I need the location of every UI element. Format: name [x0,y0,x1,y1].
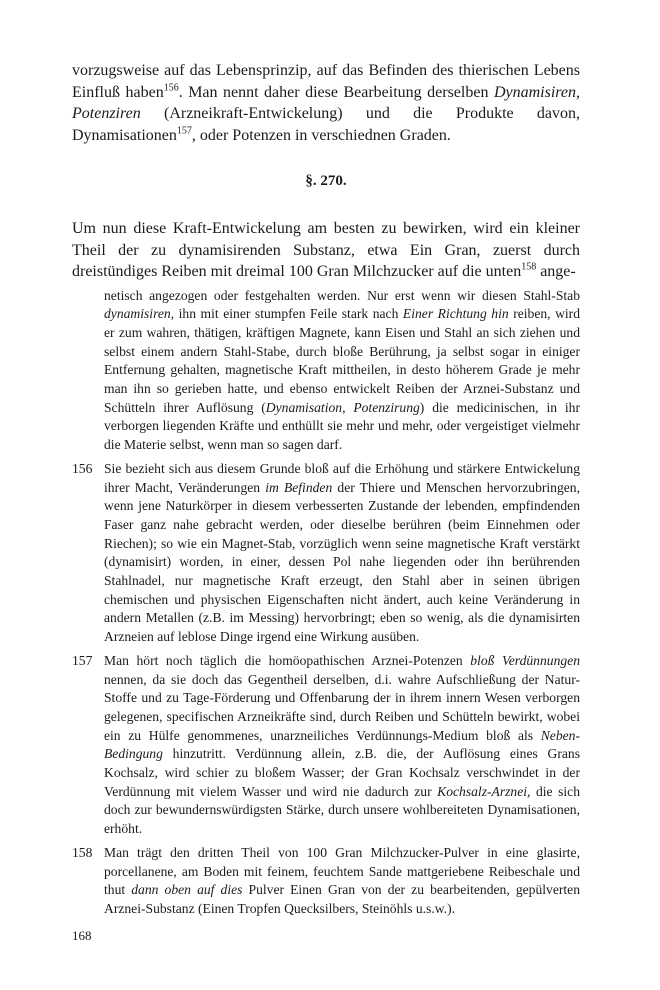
emphasis: Kochsalz-Arznei, [437,783,531,799]
footnote-158 [72,844,580,919]
emphasis: Neben-Bedingung [104,727,580,762]
paragraph-2 [72,218,580,283]
text-span: Sie bezieht sich aus diesem Grunde bloß auf die Erhöhung und stärkere Entwickelung ihrer Macht, Veränderungen [104,460,580,495]
footnote-number: 158 [72,844,93,860]
footnote-ref-158[interactable]: 158 [521,261,537,273]
footnote-number: 157 [72,652,93,668]
footnote-156 [72,460,580,647]
emphasis: im Befinden [265,479,333,495]
text-span: Um nun diese Kraft-Entwickelung am besten zu bewirken, wird ein kleiner Theil der zu dynamisirenden Substanz, etwa Ein Gran, zuerst durch dreistündiges Reiben mit dreimal 100 Gran Milchzucker auf die unten [72,220,580,280]
emphasis: bloß Verdünnungen [470,652,581,668]
text-span: reiben, wird er zum wahren, thätigen, kräftigen Magnete, kann Eisen und Stahl an sich ziehen und selbst einem andern Stahl-Stabe, durch bloße Berührung, ja selbst sogar in einiger Entfernung gehalten, magnetische Kraft mittheilen, in desto höherem Grade je mehr man ihn so gerieben hatte, und ebenso entwickelt Reiben der Arznei-Substanz und Schütteln ihrer Auflösung ( [104,306,581,415]
text-span: ange- [536,263,576,280]
emphasis: dann oben auf dies [131,882,243,898]
text-span: Pulver Einen Gran von der zu bearbeitenden, gepülverten Arznei-Substanz (Einen Tropfen Quecksilbers, Steinöhls u.s.w.). [104,882,580,916]
page-number: 168 [72,928,92,943]
footnote-number: 156 [72,460,93,476]
text-span: , oder Potenzen in verschiednen Graden. [191,126,451,144]
text-span: Man trägt den dritten Theil von 100 Gran Milchzucker-Pulver in eine glasirte, porcellanene, am Boden mit feinem, feuchtem Sande mattgeriebene Reibeschale und thut [104,844,580,898]
emphasis: Dynamisiren, Potenziren [72,83,581,122]
emphasis: Einer Richtung hin [402,306,509,322]
page-body [72,60,580,924]
text-span: . Man nennt daher diese Bearbeitung derselben [178,83,494,101]
text-span: der Thiere und Menschen hervorzubringen, wenn jene Naturkörper in diesem verbesserten Zustande der lebenden, empfindenden Faser ganz nahe gebracht werden, oder dieselbe berühren (beim Einnehmen oder Riechen); so wie ein Magnet-Stab, vorzüglich wenn seine magnetische Kraft verstärkt (dynamisirt) worden, in einer, dessen Pol nahe liegenden oder ihn berührenden Stahlnadel, nur magnetische Kraft erzeugt, den Stahl aber in seinen übrigen chemischen und physischen Eigenschaften nicht ändert, auch keine Veränderung in andern Metallen (z.B. im Messing) hervorbringt; eben so wenig, als die dynamisirten Arzneien auf leblose Dinge irgend eine Wirkung ausüben. [104,479,580,645]
text-span: vorzugsweise auf das Lebensprinzip, auf das Befinden des thierischen Lebens Einfluß haben [72,62,580,101]
footnote-ref-156[interactable]: 156 [163,82,179,94]
text-span: ) die medicinischen, in ihr verborgen liegenden Kräfte und enthüllt sie mehr und mehr, oder vergeistiget vielmehr die Materie selbst, wenn man so sagen darf. [104,399,580,453]
text-span: netisch angezogen oder festgehalten werden. Nur erst wenn wir diesen Stahl-Stab [104,287,580,303]
emphasis: dynamisiren, [104,306,175,322]
footnotes [72,287,580,919]
section-heading: §. 270. [305,173,347,189]
text-span: nennen, da sie doch das Gegentheil derselben, d.i. wahre Aufschließung der Natur-Stoffe und zu Tage-Förderung und Offenbarung der in ihrem innern Wesen verborgen gelegenen, specifischen Arzneikräfte sind, durch Reiben und Schütteln bewirkt, wobei ein zu Hülfe genommenes, unarzneiliches Verdünnungs-Medium bloß als [104,671,580,743]
paragraph-1 [72,60,580,146]
text-span: die sich doch zur bewundernswürdigsten Stärke, durch unsere wohlbereiteten Dynamisationen, erhöht. [104,783,580,837]
text-span: (Arzneikraft-Entwickelung) und die Produkte davon, Dynamisationen [72,105,580,144]
footnote-157 [72,652,580,839]
emphasis: Dynamisation, Potenzirung [265,399,420,415]
footnote-continuation [72,287,580,455]
footnote-ref-157[interactable]: 157 [176,125,192,137]
text-span: Man hört noch täglich die homöopathischen Arznei-Potenzen [104,652,471,668]
text-span: hinzutritt. Verdünnung allein, z.B. die, der Auflösung eines Grans Kochsalz, wird schier zu bloßem Wasser; der Gran Kochsalz verschwindet in der Verdünnung mit vielem Wasser und wird nie dadurch zur [104,746,580,799]
text-span: ihn mit einer stumpfen Feile stark nach [174,306,403,322]
